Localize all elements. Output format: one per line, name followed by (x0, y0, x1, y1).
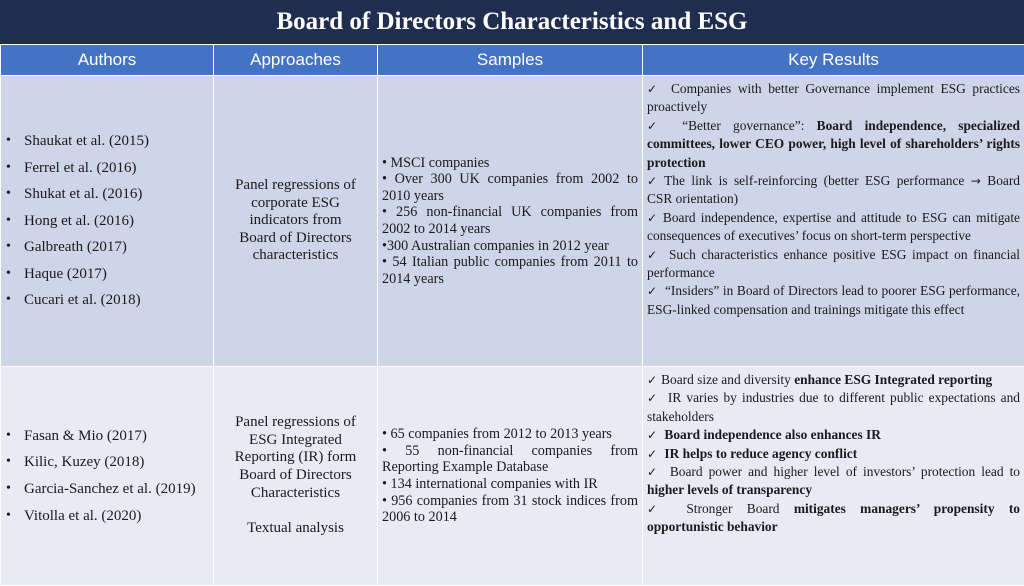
result-item (647, 445, 1020, 463)
list-item (6, 155, 213, 182)
header-samples: Samples (378, 45, 643, 76)
list-item (6, 208, 213, 235)
list-item (6, 261, 213, 288)
result-text: Board CSR orientation) (647, 173, 1020, 206)
approach-text: Panel regressions of corporate ESG indicators from Board of Directors characteristics (214, 177, 377, 265)
result-bold-text: enhance ESG Integrated reporting (794, 372, 992, 387)
author-name: Hong et al. (2016) (24, 208, 134, 235)
result-text: “Insiders” in Board of Directors lead to poorer ESG performance, ESG-linked compensation and trainings mitigate this effect (647, 283, 1020, 316)
sample-item: • 256 non-financial UK companies from 2002 to 2014 years (382, 204, 638, 237)
slide-title: Board of Directors Characteristics and ESG (0, 0, 1024, 44)
bullet-icon: • (6, 449, 24, 476)
result-bold-text: Board independence, specialized committees, lower CEO power, high level of shareholders’ rights protection (647, 118, 1020, 170)
result-text: “Better governance”: (682, 118, 816, 133)
samples-cell (378, 367, 643, 586)
sample-item: • 134 international companies with IR (382, 476, 638, 493)
list-item (6, 181, 213, 208)
samples-cell (378, 76, 643, 367)
esg-table (0, 44, 1024, 586)
bullet-icon: • (6, 476, 24, 503)
list-item (6, 234, 213, 261)
author-name: Vitolla et al. (2020) (24, 503, 141, 530)
check-icon: ✓ (647, 211, 659, 225)
sample-item: • 55 non-financial companies from Reporting Example Database (382, 443, 638, 476)
list-item (6, 503, 213, 530)
check-icon: ✓ (647, 391, 659, 405)
result-text: The link is self-reinforcing (better ESG performance (664, 173, 971, 188)
result-bold-text: IR helps to reduce agency conflict (664, 446, 857, 461)
result-text: Companies with better Governance implement ESG practices proactively (647, 81, 1020, 114)
header-row (1, 45, 1024, 76)
author-name: Shukat et al. (2016) (24, 181, 142, 208)
list-item (6, 476, 213, 503)
result-text: Board power and higher level of investors’ protection lead to (670, 464, 1020, 479)
result-item (647, 282, 1020, 319)
check-icon: ✓ (647, 428, 657, 442)
sample-item: • 65 companies from 2012 to 2013 years (382, 426, 638, 443)
header-key-results: Key Results (643, 45, 1024, 76)
key-results-cell (643, 367, 1024, 586)
bullet-icon: • (6, 287, 24, 314)
author-name: Haque (2017) (24, 261, 107, 288)
result-item (647, 172, 1020, 209)
check-icon: ✓ (647, 465, 660, 479)
result-bold-text: mitigates managers’ propensity to opportunistic behavior (647, 501, 1020, 534)
author-name: Fasan & Mio (2017) (24, 423, 147, 450)
sample-item: • 956 companies from 31 stock indices from 2006 to 2014 (382, 493, 638, 526)
list-item (6, 449, 213, 476)
arrow-right-icon: → (971, 174, 981, 188)
check-icon: ✓ (647, 373, 657, 387)
key-results-cell (643, 76, 1024, 367)
approach-text: Panel regressions of ESG Integrated Reporting (IR) form Board of Directors Characteristics (214, 414, 377, 502)
bullet-icon: • (6, 234, 24, 261)
result-item (647, 80, 1020, 117)
result-text: IR varies by industries due to different public expectations and stakeholders (647, 390, 1020, 423)
bullet-icon: • (6, 155, 24, 182)
check-icon: ✓ (647, 174, 660, 188)
sample-item: • MSCI companies (382, 155, 638, 172)
author-name: Galbreath (2017) (24, 234, 127, 261)
header-authors: Authors (1, 45, 214, 76)
result-item (647, 117, 1020, 172)
table-row (1, 367, 1024, 586)
sample-item: • Over 300 UK companies from 2002 to 2010 years (382, 171, 638, 204)
bullet-icon: • (6, 128, 24, 155)
header-approaches: Approaches (214, 45, 378, 76)
result-item (647, 426, 1020, 444)
check-icon: ✓ (647, 119, 666, 133)
sample-item: • 54 Italian public companies from 2011 to 2014 years (382, 254, 638, 287)
check-icon: ✓ (647, 502, 668, 516)
check-icon: ✓ (647, 248, 659, 262)
bullet-icon: • (6, 423, 24, 450)
result-text: Stronger Board (686, 501, 793, 516)
result-item (647, 209, 1020, 246)
approach-text: Textual analysis (214, 520, 377, 538)
check-icon: ✓ (647, 447, 657, 461)
approach-cell (214, 367, 378, 586)
result-text: Board independence, expertise and attitude to ESG can mitigate consequences of executives’ focus on short-term perspective (647, 210, 1020, 243)
check-icon: ✓ (647, 284, 657, 298)
result-bold-text: higher levels of transparency (647, 482, 812, 497)
bullet-icon: • (6, 261, 24, 288)
result-item (647, 371, 1020, 389)
author-name: Kilic, Kuzey (2018) (24, 449, 144, 476)
result-text: Board size and diversity (661, 372, 794, 387)
authors-cell (1, 76, 214, 367)
table-row (1, 76, 1024, 367)
author-name: Shaukat et al. (2015) (24, 128, 149, 155)
sample-item: •300 Australian companies in 2012 year (382, 238, 638, 255)
approach-cell (214, 76, 378, 367)
author-name: Ferrel et al. (2016) (24, 155, 136, 182)
check-icon: ✓ (647, 82, 660, 96)
list-item (6, 287, 213, 314)
author-name: Cucari et al. (2018) (24, 287, 141, 314)
list-item (6, 423, 213, 450)
result-item (647, 500, 1020, 537)
bullet-icon: • (6, 208, 24, 235)
list-item (6, 128, 213, 155)
bullet-icon: • (6, 181, 24, 208)
result-bold-text: Board independence also enhances IR (664, 427, 881, 442)
result-item (647, 463, 1020, 500)
authors-cell (1, 367, 214, 586)
author-name: Garcia-Sanchez et al. (2019) (24, 476, 196, 503)
result-text: Such characteristics enhance positive ESG impact on financial performance (647, 247, 1020, 280)
result-item (647, 389, 1020, 426)
bullet-icon: • (6, 503, 24, 530)
result-item (647, 246, 1020, 283)
